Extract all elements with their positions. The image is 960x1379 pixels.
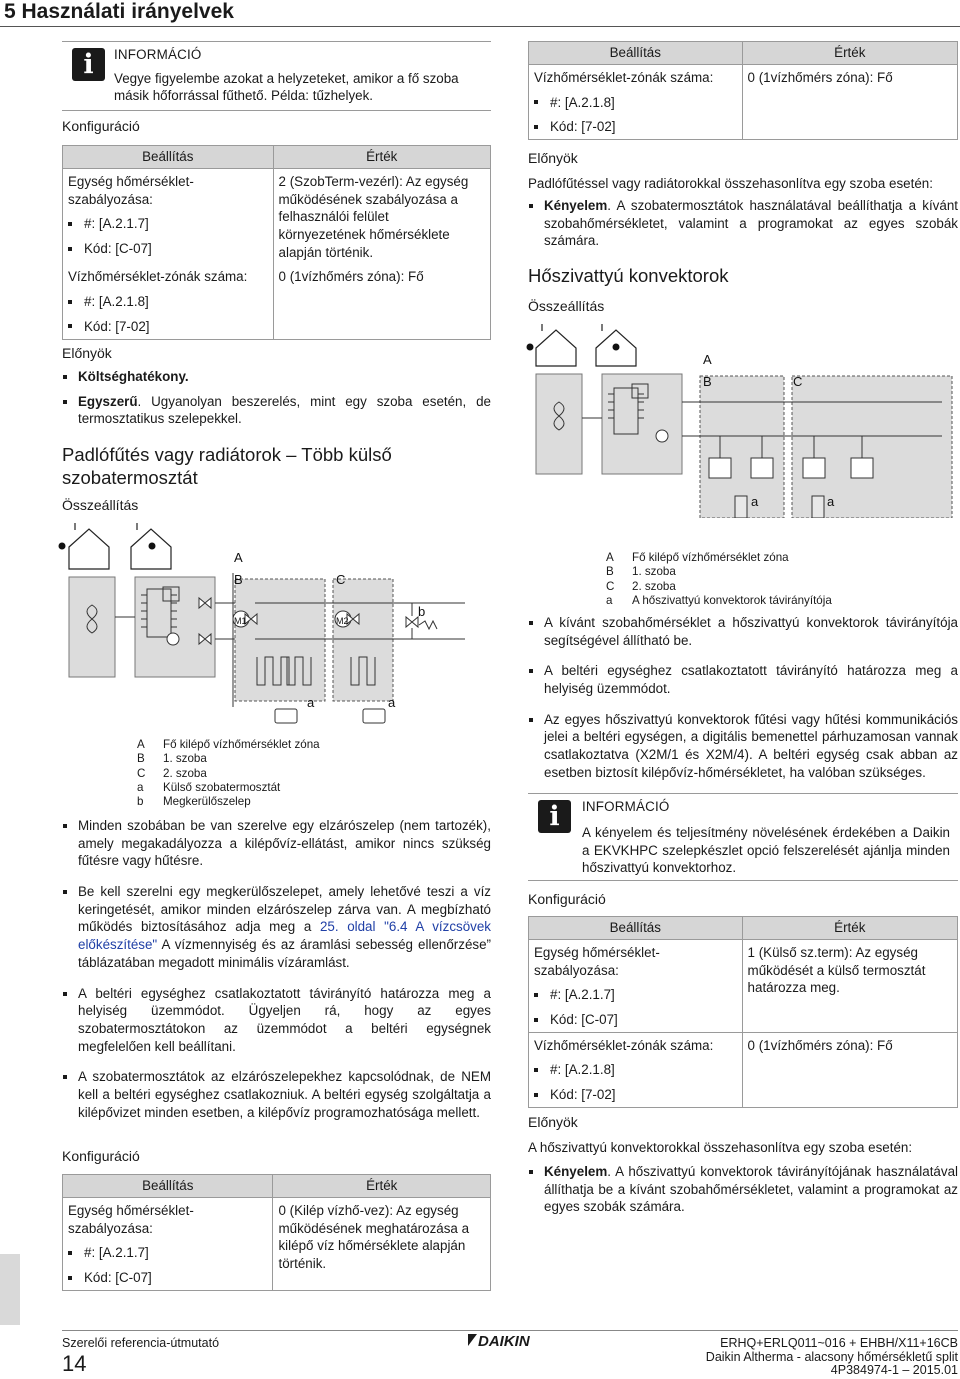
legend-right <box>606 551 832 608</box>
value-cell <box>273 169 490 265</box>
setting-field-code: Kód: [C-07] <box>534 1011 737 1029</box>
setup-label-right: Összeállítás <box>528 298 605 314</box>
setting-field-code: Kód: [7-02] <box>68 318 268 336</box>
footer-code: 4P384974-1 – 2015.01 <box>830 1363 958 1377</box>
benefits-list-right <box>528 1163 958 1229</box>
legend-row: C 2. szoba <box>606 579 676 593</box>
col-header-value: Érték <box>742 917 957 940</box>
diagram-label-m1: M1 <box>234 616 247 626</box>
value-cell <box>742 65 957 140</box>
info-box-left <box>62 41 491 111</box>
setting-field-code: Kód: [7-02] <box>534 1086 737 1104</box>
col-header-setting: Beállítás <box>63 1175 273 1198</box>
benefits-intro-top: Padlófűtéssel vagy radiátorokkal összehasonlítva egy szoba esetén: <box>528 176 933 191</box>
legend-row: a A hőszivattyú konvektorok távirányítója <box>606 593 832 607</box>
setting-field-code: Kód: [C-07] <box>68 1269 267 1287</box>
value-cell <box>742 940 957 1033</box>
config-heading-right: Konfiguráció <box>528 891 606 907</box>
col-header-setting: Beállítás <box>529 917 743 940</box>
setting-name: Egység hőmérséklet- <box>534 945 660 960</box>
page-title: 5 Használati irányelvek <box>4 0 234 23</box>
legend-row: C 2. szoba <box>137 766 207 780</box>
diagram-label-c: C <box>793 374 803 389</box>
setting-menu-code: #: [A.2.1.8] <box>534 94 737 112</box>
info-icon: i <box>538 800 571 833</box>
diagram-label-bypass: b <box>418 604 426 619</box>
setting-cell <box>63 264 274 339</box>
value-text: környezetének hőmérséklete <box>278 227 450 243</box>
diagram-label-remote: a <box>827 494 835 509</box>
convector-diagram <box>522 318 958 518</box>
benefits-heading-right: Előnyök <box>528 1114 578 1130</box>
col-header-setting: Beállítás <box>529 42 743 65</box>
benefits-intro-right: A hőszivattyú konvektorokkal összehasonlítva egy szoba esetén: <box>528 1140 913 1155</box>
pump-icon <box>167 633 179 645</box>
setting-name: Vízhőmérséklet-zónák száma: <box>68 269 248 285</box>
setting-menu-code: #: [A.2.1.7] <box>68 215 268 233</box>
daikin-logo-mark <box>466 1331 542 1349</box>
sensor-dot <box>59 543 66 550</box>
benefits-list-1 <box>62 368 491 441</box>
col-header-value: Érték <box>742 42 957 65</box>
legend-row: B 1. szoba <box>137 752 207 766</box>
setting-menu-code: #: [A.2.1.8] <box>534 1061 737 1079</box>
note-item: Minden szobában be van szerelve egy elzárószelep (nem tartozék), amely megakadályozza a kilépővíz-ellátást, amikor nincs szükség fűtésre vagy hűtésre. <box>62 817 491 870</box>
cross-reference-link[interactable]: 25. oldal "6.4 A vízcsövek előkészítése" <box>78 919 491 953</box>
house-icon <box>536 324 576 366</box>
outdoor-unit <box>69 577 115 677</box>
underfloor-notes <box>62 817 491 1134</box>
benefits-list-top <box>528 197 958 263</box>
value-cell <box>273 1198 491 1291</box>
info-text-line-1: Vegye figyelembe azokat a helyzeteket, amikor a fő szoba <box>114 71 459 86</box>
legend-row: a Külső szobatermosztát <box>137 780 281 794</box>
setting-cell <box>63 1198 273 1291</box>
value-text: működésének meghatározása a <box>278 1220 470 1236</box>
diagram-label-b: B <box>234 572 243 587</box>
note-item: A beltéri egységhez csatlakoztatott távirányító határozza meg a helyiség üzemmódot. <box>528 662 958 697</box>
section-title-convectors: Hőszivattyú konvektorok <box>528 265 729 286</box>
config-heading-1: Konfiguráció <box>62 118 140 134</box>
value-text: határozza meg. <box>747 980 840 996</box>
info-title: INFORMÁCIÓ <box>114 47 202 62</box>
value-text: működését a külső termosztát <box>747 962 926 978</box>
legend-row: A Fő kilépő vízhőmérséklet zóna <box>137 738 320 751</box>
note-item: A kívánt szobahőmérséklet a hőszivattyú konvektorok távirányítója segítségével állítható be. <box>528 614 958 649</box>
setting-field-code: Kód: [C-07] <box>68 240 268 258</box>
convector-notes <box>528 614 958 795</box>
setting-menu-code: #: [A.2.1.8] <box>68 293 268 311</box>
col-header-setting: Beállítás <box>63 146 274 169</box>
info-title: INFORMÁCIÓ <box>582 799 670 814</box>
zone-table-top <box>528 41 958 140</box>
setting-cell <box>529 65 743 140</box>
setting-name: Vízhőmérséklet-zónák száma: <box>534 70 714 85</box>
setting-menu-code: #: [A.2.1.7] <box>534 986 737 1004</box>
sensor-dot <box>613 344 620 351</box>
setting-name: Egység hőmérséklet- <box>68 174 194 189</box>
note-item: A beltéri egységhez csatlakoztatott távirányító határozza meg a helyiség üzemmódot. Ügyeljen rá, hogy az egyes szobatermosztátokon az üzemmódot a beltéri egységnek megfelelően kell beállítani. <box>62 985 491 1056</box>
footer-page-number: 14 <box>62 1351 87 1376</box>
value-text: 0 (Kilép vízhő-vez): Az egység <box>278 1203 459 1218</box>
setting-name: szabályozása: <box>68 191 153 207</box>
section-title-underfloor: Padlófűtés vagy radiátorok – Több külső szobatermosztát <box>62 444 392 489</box>
value-text: 1 (Külső sz.term): Az egység <box>747 945 918 960</box>
col-header-value: Érték <box>273 1175 491 1198</box>
diagram-label-a: A <box>703 352 712 367</box>
note-item: Az egyes hőszivattyú konvektorok fűtési vagy hűtési kommunikációs jelei a beltéri egységen, a digitális bemenettel párhuzamosan vannak csatlakoztatva (X2M/1 és X2M/4). A beltéri egység csak abban az esetben biztosít kilépővíz-hőmérsékletet, ha valóban szükséges. <box>528 711 958 782</box>
room-c-zone <box>333 579 393 701</box>
value-text: 2 (SzobTerm-vezérl): Az egység <box>278 174 469 189</box>
value-cell <box>742 1032 957 1107</box>
config-table-1 <box>62 145 491 340</box>
legend-left <box>137 738 320 809</box>
value-text: felhasználói felület <box>278 209 389 225</box>
underfloor-diagram <box>55 517 495 737</box>
info-icon: i <box>72 48 105 81</box>
setup-label-left: Összeállítás <box>62 497 139 513</box>
bypass-valve <box>406 617 418 627</box>
value-text: kilépő víz hőmérséklete alapján <box>278 1238 466 1254</box>
footer-doc-name: Szerelői referencia-útmutató <box>62 1336 220 1350</box>
diagram-label-remote: a <box>751 494 759 509</box>
info-box-right <box>528 793 958 881</box>
setting-name: szabályozása: <box>68 1220 153 1236</box>
chapter-side-tab <box>0 1254 20 1325</box>
value-text: történik. <box>278 1256 327 1272</box>
value-text: 0 (1vízhőmérs zóna): Fő <box>747 70 893 85</box>
diagram-label-a: A <box>234 550 243 565</box>
sensor-dot <box>149 543 156 550</box>
note-item: A szobatermosztátok az elzárószelepekhez kapcsolódnak, de NEM kell a beltéri egységhez csatlakozniuk. A beltéri egység szolgáltatja a kilépővizet minden esetben, a kilépővíz programozhatósága mellett. <box>62 1068 491 1121</box>
diagram-label-c: C <box>336 572 346 587</box>
daikin-logo <box>466 1331 542 1354</box>
value-text: 0 (1vízhőmérs zóna): Fő <box>278 269 424 285</box>
page-header <box>0 0 960 27</box>
footer-model: ERHQ+ERLQ011~016 + EHBH/X11+16CB <box>720 1336 958 1350</box>
benefit-item: Kényelem. A hőszivattyú konvektorok távirányítójának használatával állíthatja be a kívánt szobahőmérsékletet, valamint a programokat az egyes szobák számára. <box>528 1163 958 1216</box>
benefits-heading-top: Előnyök <box>528 150 578 166</box>
benefit-item: Egyszerű. Ugyanolyan beszerelés, mint egy szoba esetén, de termosztatikus szelepekkel. <box>62 393 491 428</box>
room-thermostat <box>363 709 385 723</box>
value-text: 0 (1vízhőmérs zóna): Fő <box>747 1037 893 1053</box>
diagram-label-thermostat: a <box>307 695 315 710</box>
setting-field-code: Kód: [7-02] <box>534 118 737 136</box>
svg-text:DAIKIN: DAIKIN <box>478 1333 530 1349</box>
legend-row: B 1. szoba <box>606 565 676 579</box>
legend-row: A Fő kilépő vízhőmérséklet zóna <box>606 551 789 564</box>
info-text-line-2: másik hőforrással fűthető. Példa: tűzhelyek. <box>114 88 374 103</box>
footer-series: Daikin Altherma - alacsony hőmérsékletű split <box>705 1350 958 1364</box>
room-thermostat <box>275 709 297 723</box>
diagram-label-m2: M2 <box>336 616 349 626</box>
setting-name: szabályozása: <box>534 962 619 978</box>
config-table-2 <box>62 1174 491 1291</box>
sensor-dot <box>527 344 534 351</box>
value-text: működésének szabályozása a <box>278 191 458 207</box>
setting-menu-code: #: [A.2.1.7] <box>68 1244 267 1262</box>
setting-cell <box>63 169 274 265</box>
benefit-item: Költséghatékony. <box>62 368 491 386</box>
setting-cell <box>529 940 743 1033</box>
note-item: Be kell szerelni egy megkerülőszelepet, amely lehetővé teszi a víz keringetését, amikor minden elzárószelep zárva van. A megbízható működés biztosításához adja meg a 25. oldal "6.4 A vízcsövek előkészítése" A vízmennyiség és az áramlási sebesség ellenőrzése” táblázatában megadott minimális vízáramlást. <box>62 883 491 971</box>
info-text: A kényelem és teljesítmény növelésének érdekében a Daikin a EKVKHPC szelepkészlet opció felszerelését ajánlja minden hőszivattyú konvektorhoz. <box>582 825 950 876</box>
pump-icon <box>656 430 668 442</box>
outdoor-unit <box>536 374 582 474</box>
legend-row: b Megkerülőszelep <box>137 795 251 809</box>
setting-name: Vízhőmérséklet-zónák száma: <box>534 1037 714 1053</box>
setting-cell <box>529 1032 743 1107</box>
value-cell <box>273 264 490 339</box>
benefits-heading-1: Előnyök <box>62 345 112 361</box>
value-text: alapján történik. <box>278 244 374 260</box>
setting-name: Egység hőmérséklet- <box>68 1203 194 1218</box>
benefit-item: Kényelem. A szobatermosztátok használatával beállíthatja a kívánt szobahőmérsékletet, valamint a programokat az egyes szobák számára. <box>528 197 958 250</box>
diagram-label-b: B <box>703 374 712 389</box>
diagram-label-thermostat: a <box>388 695 396 710</box>
house-icon <box>69 523 109 569</box>
config-heading-2: Konfiguráció <box>62 1148 140 1164</box>
config-table-right <box>528 916 958 1108</box>
col-header-value: Érték <box>273 146 490 169</box>
